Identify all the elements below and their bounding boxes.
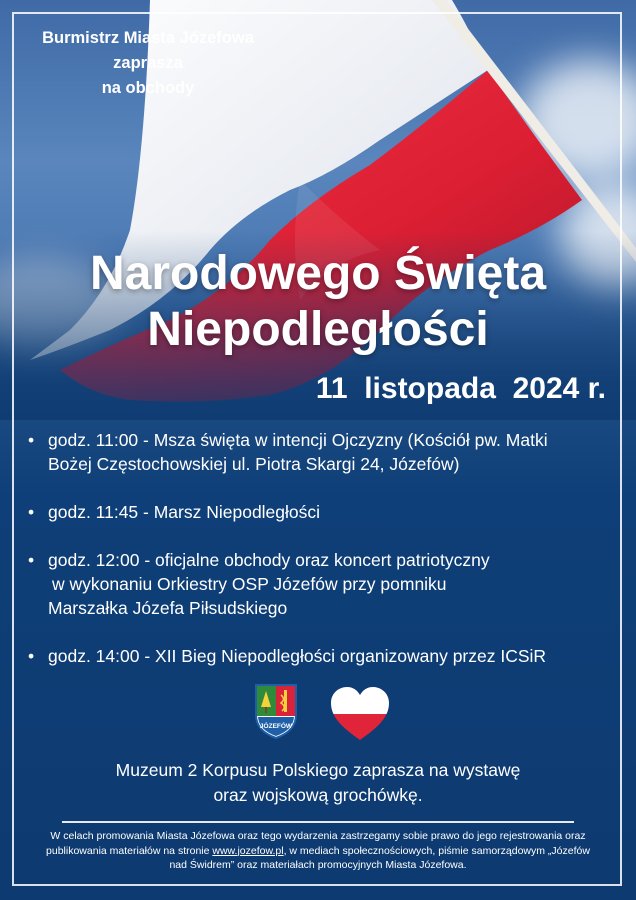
event-date: 11 listopada 2024 r. [315, 372, 606, 405]
bullet-icon: • [28, 646, 35, 666]
bullet-icon: • [28, 502, 35, 522]
invitation-header [0, 26, 296, 101]
intro-line: na obchody [101, 79, 195, 97]
bullet-icon: • [28, 430, 35, 450]
bullet-icon: • [28, 550, 35, 570]
event-line: w wykonaniu Orkiestry OSP Józefów przy pomniku [52, 574, 447, 594]
intro-line: Burmistrz Miasta Józefowa [42, 29, 254, 47]
event-line: godz. 12:00 - oficjalne obchody oraz koncert patriotyczny [48, 550, 490, 570]
footer-text: , w mediach społecznościowych, piśmie samorządowym „Józefów nad Świdrem” oraz materiałach promocyjnych Miasta Józefowa. [169, 844, 590, 871]
footer-disclaimer [40, 829, 596, 873]
crest-label: JÓZEFÓW [259, 723, 293, 730]
event-line: Marszałka Józefa Piłsudskiego [48, 598, 288, 618]
list-item [26, 500, 616, 524]
title-line: Narodowego Święta [89, 247, 547, 300]
divider [62, 821, 574, 823]
list-item [26, 428, 616, 476]
event-line: godz. 14:00 - XII Bieg Niepodległości organizowany przez ICSiR [48, 646, 547, 666]
logos-row [0, 683, 636, 743]
heart-flag-icon [330, 686, 390, 742]
event-schedule [26, 428, 616, 692]
list-item [26, 548, 616, 620]
museum-invitation [0, 758, 636, 808]
intro-line: zaprasza [113, 54, 183, 72]
page-title [0, 246, 636, 358]
museum-line: Muzeum 2 Korpusu Polskiego zaprasza na wystawę [115, 760, 521, 780]
event-line: Bożej Częstochowskiej ul. Piotra Skargi 24, Józefów) [48, 454, 460, 474]
event-line: godz. 11:45 - Marsz Niepodległości [48, 502, 321, 522]
museum-line: oraz wojskową grochówkę. [213, 785, 423, 805]
website-link[interactable]: www.jozefow.pl [212, 844, 284, 857]
event-line: godz. 11:00 - Msza święta w intencji Ojczyzny (Kościół pw. Matki [48, 430, 548, 450]
title-line: Niepodległości [147, 303, 489, 356]
list-item [26, 644, 616, 668]
footer-text: W celach promowania Miasta Józefowa oraz tego wydarzenia zastrzegamy sobie prawo do jego rejestrowania oraz publikowania materiałów na stronie [46, 830, 586, 857]
jozefow-crest-icon [253, 683, 299, 739]
